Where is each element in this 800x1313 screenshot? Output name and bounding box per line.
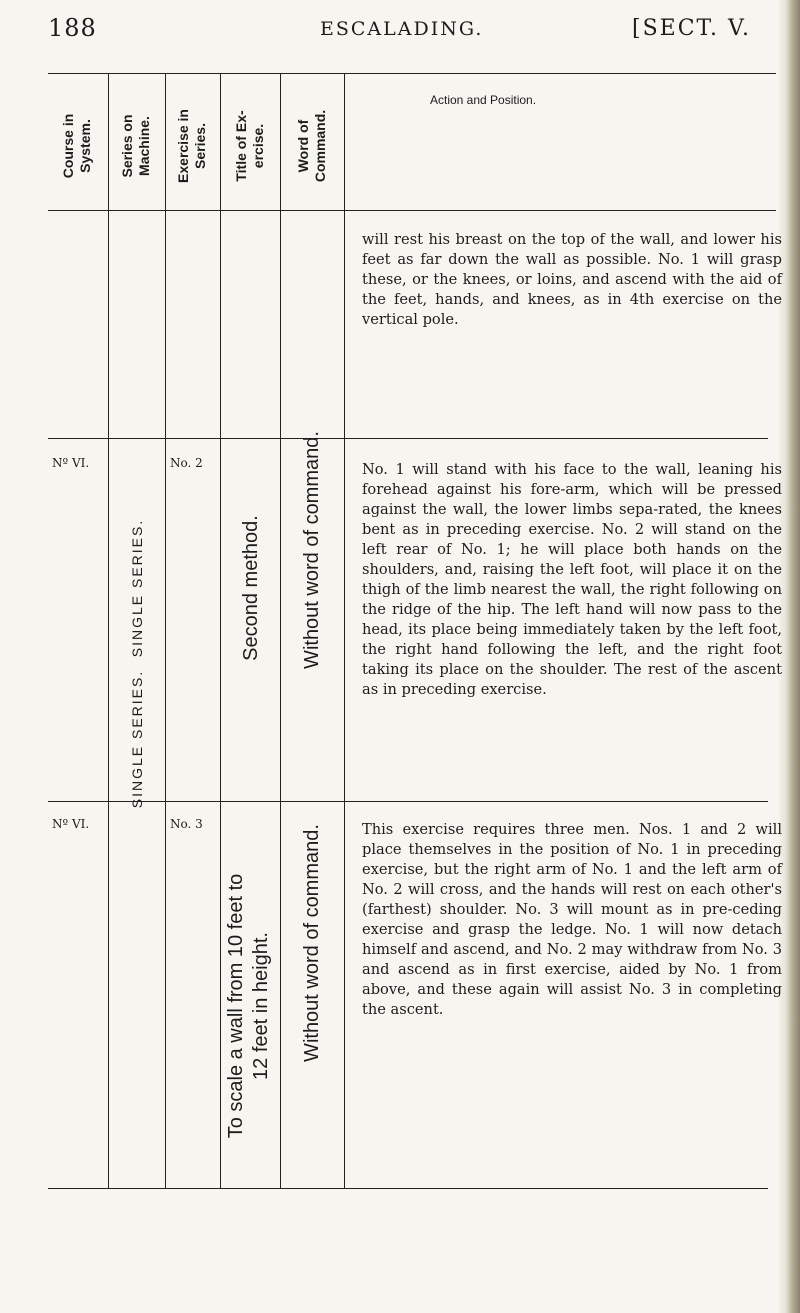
header-course: Course in System. xyxy=(60,113,93,179)
row-rule-1 xyxy=(48,438,768,439)
row-3-exercise: No. 3 xyxy=(170,817,203,831)
row-rule-2 xyxy=(48,801,768,802)
col-divider-4 xyxy=(280,73,281,1188)
col-divider-5 xyxy=(344,73,345,1188)
row-3-action: This exercise requires three men. Nos. 1 and 2 will place themselves in the position of No. 1 in preceding exercise, but the right arm of No. 1 and the left arm of No. 2 will cross, and the hands will rest on each other's (farthest) shoulder. No. 3 will mount as in pre-ceding exercise and grasp the ledge. No. 1 will now detach himself and ascend, and No. 2 may withdraw from No. 3 and ascend as in first exercise, aided by No. 1 from above, and these again will assist No. 3 in completing the ascent. xyxy=(362,821,782,1018)
row-2-title: Second method. xyxy=(239,515,262,661)
row-2-word: Without word of command. xyxy=(300,431,323,669)
running-title: ESCALADING. xyxy=(320,18,484,40)
col-divider-2 xyxy=(165,73,166,1188)
table-bottom-rule xyxy=(48,1188,768,1189)
page-number: 188 xyxy=(48,14,97,42)
row-2-course: Nº VI. xyxy=(52,456,90,470)
row-2-exercise: No. 2 xyxy=(170,456,203,470)
section-reference: [SECT. V. xyxy=(632,16,752,41)
row-3-series: SINGLE SERIES. xyxy=(129,669,145,809)
header-title: Title of Ex- ercise. xyxy=(233,110,266,182)
col-divider-1 xyxy=(108,73,109,1188)
row-1-action: will rest his breast on the top of the wall, and lower his feet as far down the wall as possible. No. 1 will grasp these, or the knees, or loins, and ascend with the aid of the feet, hands, and knees, as in 4th exercise on the vertical pole. xyxy=(362,231,782,328)
row-2-action: No. 1 will stand with his face to the wall, leaning his forehead against his fore-arm, which will be pressed against the wall, the lower limbs sepa-rated, the knees bent as in preceding exercise. No. 2 will stand on the left rear of No. 1; he will place both hands on the shoulders, and, raising the left foot, will place it on the thigh of the limb nearest the wall, the right following on the ridge of the hip. The left hand will now pass to the head, its place being immediately taken by the left foot, the right hand following the left, and the right foot taking its place on the shoulder. The rest of the ascent as in preceding exercise. xyxy=(362,461,782,698)
header-exercise: Exercise in Series. xyxy=(175,109,208,183)
header-word: Word of Command. xyxy=(295,109,328,183)
row-3-word: Without word of command. xyxy=(300,824,323,1062)
row-2-series: SINGLE SERIES. xyxy=(129,518,145,658)
header-series: Series on Machine. xyxy=(119,114,152,178)
row-3-course: Nº VI. xyxy=(52,817,90,831)
table-top-rule xyxy=(48,73,776,74)
row-3-title: To scale a wall from 10 feet to 12 feet in height. xyxy=(225,873,272,1139)
page-header xyxy=(0,14,800,54)
header-rule xyxy=(48,210,776,211)
header-action: Action and Position. xyxy=(430,93,537,107)
